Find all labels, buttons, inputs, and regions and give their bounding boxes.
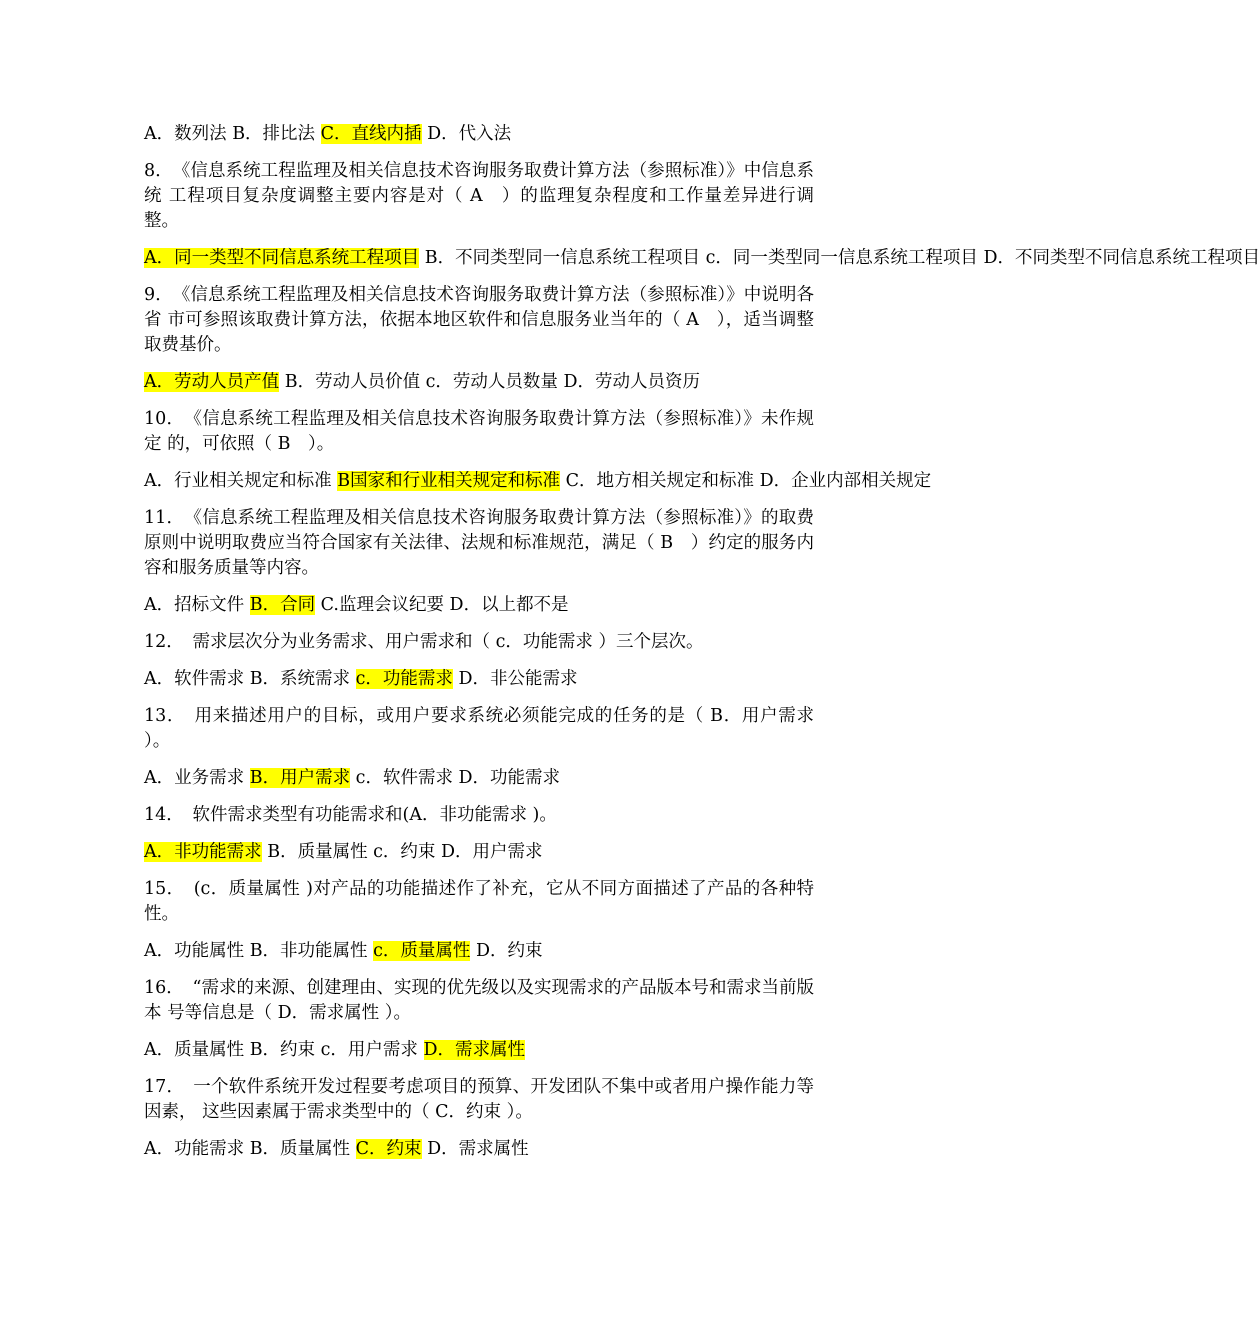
answer-options — [144, 667, 814, 692]
highlighted-answer: A．非功能需求 — [144, 842, 262, 862]
text-segment: A．功能属性 B．非功能属性 — [144, 941, 374, 961]
text-segment: A．业务需求 — [144, 768, 250, 788]
question-text — [144, 976, 814, 1026]
text-segment: 12． 需求层次分为业务需求、用户需求和（ c．功能需求 ）三个层次。 — [144, 632, 704, 652]
question-text — [144, 630, 814, 655]
text-segment: 10． 《信息系统工程监理及相关信息技术咨询服务取费计算方法（参照标准）》未作规定 的，可依照（ B ）。 — [144, 409, 814, 454]
text-segment: 13． 用来描述用户的目标，或用户要求系统必须能完成的任务的是（ B．用户需求 ）。 — [144, 706, 814, 751]
question-text — [144, 704, 814, 754]
answer-options — [144, 766, 814, 791]
text-segment: 11． 《信息系统工程监理及相关信息技术咨询服务取费计算方法（参照标准）》的取费原则中说明取费应当符合国家有关法律、法规和标准规范，满足（ B ）约定的服务内容和服务质量等内容。 — [144, 508, 814, 578]
highlighted-answer: B．用户需求 — [249, 768, 351, 788]
highlighted-answer: C．约束 — [355, 1139, 422, 1159]
answer-options — [144, 1038, 814, 1063]
text-segment: 9． 《信息系统工程监理及相关信息技术咨询服务取费计算方法（参照标准）》中说明各省 市可参照该取费计算方法，依据本地区软件和信息服务业当年的（ A ），适当调整取费基价。 — [144, 285, 814, 355]
answer-options — [144, 840, 814, 865]
text-segment: A．功能需求 B．质量属性 — [144, 1139, 356, 1159]
highlighted-answer: B．合同 — [249, 595, 316, 615]
text-segment: A．软件需求 B．系统需求 — [144, 669, 356, 689]
highlighted-answer: D．需求属性 — [423, 1040, 526, 1060]
answer-options — [144, 1137, 814, 1162]
text-segment: A．行业相关规定和标准 — [144, 471, 338, 491]
text-segment: D．代入法 — [421, 124, 512, 144]
highlighted-answer: B国家和行业相关规定和标准 — [337, 471, 561, 491]
text-segment: c．软件需求 D．功能需求 — [350, 768, 561, 788]
text-segment: B．劳动人员价值 c．劳动人员数量 D．劳动人员资历 — [279, 372, 701, 392]
document-page — [144, 122, 1260, 1174]
text-segment: 16． “需求的来源、创建理由、实现的优先级以及实现需求的产品版本号和需求当前版本 号等信息是（ D．需求属性 ）。 — [144, 978, 814, 1023]
answer-options — [144, 939, 814, 964]
answer-options — [144, 370, 814, 395]
text-segment: D．约束 — [470, 941, 543, 961]
answer-options — [144, 593, 814, 618]
text-segment: A．质量属性 B．约束 c．用户需求 — [144, 1040, 424, 1060]
highlighted-answer: A．同一类型不同信息系统工程项目 — [144, 248, 420, 268]
text-segment: A．招标文件 — [144, 595, 250, 615]
text-segment: D．非公能需求 — [452, 669, 578, 689]
text-segment: 17． 一个软件系统开发过程要考虑项目的预算、开发团队不集中或者用户操作能力等因素， 这些因素属于需求类型中的（ C．约束 ）。 — [144, 1077, 814, 1122]
question-text — [144, 159, 814, 234]
text-segment: 8． 《信息系统工程监理及相关信息技术咨询服务取费计算方法（参照标准）》中信息系统 工程项目复杂度调整主要内容是对（ A ）的监理复杂程度和工作量差异进行调整。 — [144, 161, 814, 231]
text-segment: B．质量属性 c．约束 D．用户需求 — [261, 842, 543, 862]
question-text — [144, 407, 814, 457]
answer-options — [144, 246, 1260, 271]
text-segment: D．需求属性 — [421, 1139, 529, 1159]
answer-options — [144, 122, 814, 147]
highlighted-answer: c．质量属性 — [373, 941, 471, 961]
text-segment: B．不同类型同一信息系统工程项目 c．同一类型同一信息系统工程项目 D．不同类型不同信息系统工程项目 — [419, 248, 1260, 268]
question-text — [144, 506, 814, 581]
text-segment: C.监理会议纪要 D．以上都不是 — [315, 595, 569, 615]
text-segment: 15． (c．质量属性 )对产品的功能描述作了补充，它从不同方面描述了产品的各种特性。 — [144, 879, 814, 924]
question-text — [144, 877, 814, 927]
answer-options — [144, 469, 932, 494]
question-text — [144, 1075, 814, 1125]
question-text — [144, 803, 814, 828]
question-text — [144, 283, 814, 358]
highlighted-answer: c．功能需求 — [355, 669, 453, 689]
highlighted-answer: C．直线内插 — [320, 124, 422, 144]
text-segment: C．地方相关规定和标准 D．企业内部相关规定 — [560, 471, 932, 491]
text-segment: A．数列法 B．排比法 — [144, 124, 321, 144]
highlighted-answer: A．劳动人员产值 — [144, 372, 280, 392]
text-segment: 14． 软件需求类型有功能需求和(A．非功能需求 )。 — [144, 805, 557, 825]
